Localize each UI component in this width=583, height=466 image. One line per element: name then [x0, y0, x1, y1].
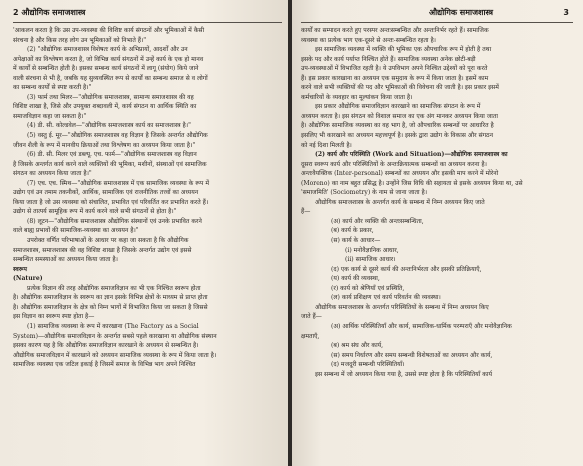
text-line: उप-व्यवस्थाओं में विभाजित रहती है। ये उपविभाग अपने निश्चित उद्देश्यों को पूरा करते [301, 65, 488, 73]
text-line: (1) सामाजिक व्यवस्था के रूप में कारखाना (The Factory as a Social [27, 322, 199, 330]
text-line: दूसरा स्वरूप कार्य और परिस्थितियों के अन्तःक्रियात्मक सम्बन्धों का अध्ययन करना है। [301, 160, 487, 168]
text-line: कर्मचारियों के व्यवहार का मूल्यांकन किया जाता है। [301, 93, 413, 101]
page-number: 3 [563, 8, 569, 17]
text-line: उद्योग से तात्पर्य सामूहिक रूप में कार्य करने वाले सभी संगठनों से होता है।" [13, 208, 177, 216]
text-line: संरचना है और किस तरह लोग उन भूमिकाओं को निभाते हैं।" [13, 36, 147, 44]
list-item: (i) मनोवैज्ञानिक आधार, [345, 246, 399, 254]
text-line: इस विज्ञान का स्वरूप स्पष्ट होता है— [13, 313, 95, 321]
text-line: उपरोक्त वर्णित परिभाषाओं के आधार पर कहा जा सकता है कि औद्योगिक [27, 237, 189, 245]
list-item: (अ) आर्थिक परिस्थितियाँ और कार्य, सामाजिक-धार्मिक परम्पराएँ और मनोवैज्ञानिक [331, 322, 512, 330]
list-item: (ब) कार्य के प्रकार, [331, 227, 374, 235]
right-page [292, 0, 583, 466]
header-rule [13, 22, 282, 23]
text-line: विशिष्ट शाखा है, जिसे और उपयुक्त शब्दावली में, कार्य संगठन या आर्थिक स्थिति का [13, 103, 197, 111]
text-line: (6) डी. सी. मिलर एवं डब्ल्यू. एच. फार्म—"औद्योगिक समाजशास्त्र वह विज्ञान [27, 151, 197, 159]
text-line: का सम्बन्ध कार्यों से स्पष्ट करती है।" [13, 84, 92, 92]
list-item: (स) कार्य के आधार— [331, 237, 381, 245]
text-line: इस प्रकार औद्योगिक समाजविज्ञान कारखाने का सामाजिक संगठन के रूप में [315, 103, 481, 111]
right-page-body [301, 26, 573, 379]
running-head: औद्योगिक समाजशास्त्र [21, 8, 86, 17]
text-line: औद्योगिक समाजविज्ञान में कारखाने को अध्ययन सामाजिक व्यवस्था के रूप में किया जाता है। [13, 351, 217, 359]
text-line: वाले बाह्य प्रभावों की सामाजिक-व्यवस्था का अध्ययन है।" [13, 227, 139, 235]
text-line: को नई दिशा मिलती है। [301, 141, 352, 149]
text-line: (8) लूटन—"औद्योगिक समाजशास्त्र औद्योगिक संस्थानों एवं उनके प्रभावित करने [27, 217, 202, 225]
list-item: (द) एक कार्य से दूसरे कार्य की अन्तःनिर्भरता और इसकी प्रतिक्रियाएँ, [331, 265, 482, 273]
left-page-header [13, 8, 85, 18]
text-line: सम्बन्धित समस्याओं का अध्ययन किया जाता है। [13, 256, 118, 264]
text-line: इसका कारण यह है कि औद्योगिक समाजविज्ञान कारखाने के अध्ययन से सम्बन्धित है। [13, 342, 199, 350]
text-line: अपेक्षाओं का विश्लेषण करता है, जो विभिन्न कार्य संगठनों में उन्हें कार्य के एक हो मानव [13, 55, 204, 63]
text-line: अन्तःवैयक्तिक (Inter-personal) सम्बन्धों का अध्ययन और इसकी माप करने में मोरेनो [301, 170, 499, 178]
list-item: (द) मजदूरी सम्बन्धी परिस्थितियाँ। [331, 361, 405, 369]
text-line: (Moreno) का नाम बहुत प्रसिद्ध है। उन्होंने जिस विधि की सहायता से इसके अध्ययन किया था, उसे [301, 179, 523, 187]
text-line: (5) वस्तु ई. मूर—"औद्योगिक समाजशास्त्र वह विज्ञान है जिसके अन्तर्गत औद्योगिक [27, 132, 208, 140]
text-line: है। औद्योगिक समाजविज्ञान के क्षेत्र को निम्न भागों में विभाजित किया जा सकता है जिससे [13, 303, 208, 311]
text-line: उद्योग एवं उन तमाम तकनीकों, आर्थिक, सामाजिक एवं राजनीतिक तत्त्वों का अध्ययन [13, 189, 199, 197]
text-line: जीवन शैली के रूप में मानवीय क्रियाओं तथा विश्लेषण का अध्ययन किया जाता है।" [13, 141, 196, 149]
text-line: (7) एच. एच. स्मिथ—"औद्योगिक समाजशास्त्र में एक सामाजिक व्यवस्था के रूप में [27, 179, 209, 187]
text-line: औद्योगिक समाजशास्त्र के अन्तर्गत परिस्थितियों के सम्बन्ध में निम्न अध्ययन किए [315, 303, 489, 311]
section-heading: स्वरूप [13, 265, 27, 273]
list-item: (अ) कार्य और व्यक्ति की अन्तःसम्बन्धिता, [331, 217, 424, 225]
text-line: इसलिए भी कारखाने का अध्ययन महत्त्वपूर्ण है। इसके द्वारा उद्योग के विकास और संगठन [301, 132, 493, 140]
text-line: व्यवस्था का प्रत्येक भाग एक-दूसरे से अन्तः-सम्बन्धित रहता है। [301, 36, 436, 44]
list-item: (ब) श्रम संघ और कार्य, [331, 342, 384, 350]
text-line: करने वाले सभी व्यक्तियों की पद और भूमिकाओं की विवेचना की जाती है। इस प्रकार इसमें [301, 84, 499, 92]
running-head: औद्योगिक समाजशास्त्र [429, 8, 494, 17]
text-line: है। औद्योगिक समाजविज्ञान के स्वरूप का ज्ञान इसके विभिन्न क्षेत्रों के माध्यम से प्राप्त होता [13, 294, 208, 302]
text-line: समाजविज्ञान कहा जा सकता है।" [13, 112, 87, 120]
text-line: (2) "औद्योगिक समाजशास्त्र विशेषतः कार्य के अभिप्रायों, आदर्शों और उन [27, 46, 188, 54]
text-line: System)—औद्योगिक समाजविज्ञान के अन्तर्गत सबसे पहले कारखाना या औद्योगिक संस्थान [13, 332, 217, 340]
text-line: हैं— [301, 208, 311, 216]
text-line: 'समाजमिति' (Sociometry) के नाम से जाना जाता है। [301, 189, 428, 197]
text-line: जाते हैं— [301, 313, 322, 321]
text-line: इसके पद और कार्य पर्याप्त निश्चित होते हैं। सामाजिक व्यवस्था अनेक छोटी-बड़ी [301, 55, 476, 63]
list-item: (ल) कार्य प्रशिक्षण एवं कार्य परिवर्तन की व्यवस्था। [331, 294, 441, 302]
list-item: (स) समय निर्धारण और समय सम्बन्धी विशेषताओं का अध्ययन और कार्य, [331, 351, 493, 359]
header-rule [301, 22, 573, 23]
text-line: अध्ययन करता है। इस संगठन को विशाल समाज का एक अंग मानकर अध्ययन किया जाता [301, 112, 498, 120]
text-line: इस सामाजिक व्यवस्था में व्यक्ति की भूमिका एक औपचारिक रूप में होती है तथा [315, 46, 492, 54]
list-item: (ii) सामाजिक आधार। [345, 256, 396, 264]
text-line: किया जाता है जो उस व्यवस्था को संचालित, प्रभावित एवं परिवर्तित कर प्रभावित करते हैं। [13, 198, 209, 206]
text-line: (3) फार्म तथा मिलर—"औद्योगिक समाजशास्त्र, सामान्य समाजशास्त्र की वह [27, 93, 194, 101]
text-line: औद्योगिक समाजशास्त्र के अन्तर्गत कार्य के सम्बन्ध में निम्न अध्ययन किए जाते [315, 198, 485, 206]
text-line: है जिसके अन्तर्गत कार्य करने वाले व्यक्तियों की भूमिका, मशीनों, संस्थाओं एवं सामाजिक [13, 160, 207, 168]
text-line: क्षमताएँ, [301, 332, 320, 340]
list-item: (य) कार्य की व्यवस्था, [331, 275, 380, 283]
text-line: सामाजिक व्यवस्था एक जटिल इकाई है जिसमें समाज के विभिन्न भाग अपने निश्चित [13, 361, 196, 369]
text-line: 'आकलन करता है कि उस उप-व्यवस्था की विशिष्ट कार्य संगठनों और भूमिकाओं में कैसी [13, 27, 205, 34]
page-number: 2 [13, 8, 19, 17]
text-line: में कार्यों से सम्बन्धित होती है। इसका सम्बन्ध कार्य संगठनों में लागू (संयोग) किये जाने [13, 65, 199, 73]
text-line: है। औद्योगिक सामाजिक व्यवस्था का वह भाग है, जो औपचारिक सम्बन्धों पर आधारित है [301, 122, 494, 130]
text-line: कार्यों का सम्पादन करते हुए परस्पर अन्तःसम्बन्धित और अन्तःनिर्भर रहते हैं। सामाजिक [301, 27, 489, 34]
text-line: समाजशास्त्र, समाजशास्त्र की वह विशिष्ट शाखा है जिसके अन्तर्गत उद्योग एवं इससे [13, 246, 192, 254]
text-line: इस सम्बन्ध में जो अध्ययन किया गया है, उससे स्पष्ट होता है कि परिस्थितियाँ कार्य [315, 370, 493, 378]
left-page-body [13, 26, 282, 370]
text-line: हैं। इस प्रकार कारखाना का अध्ययन एक समुदाय के रूप में किया जाता है। इसमें काम [301, 74, 489, 82]
text-line: संगठन का अध्ययन किया जाता है।" [13, 170, 92, 178]
left-page [0, 0, 288, 466]
text-line: (4) डी. सी. कोल्डवेल—"औद्योगिक समाजशास्त्र कार्य का समाजशास्त्र है।" [27, 122, 191, 130]
text-line: प्रत्येक विज्ञान की तरह औद्योगिक समाजविज्ञान का भी एक निश्चित स्वरूप होता [27, 284, 201, 292]
section-subheading: (Nature) [13, 275, 43, 283]
list-item: (र) कार्य को श्रेणियाँ एवं प्रस्थिति, [331, 284, 405, 292]
text-line: वाली संरचना से भी है, जबकि यह सुव्यवस्थित रूप से कार्यों का सम्बन्ध समाज से व लोगों [13, 74, 208, 82]
text-line: (2) कार्य और परिस्थिति (Work and Situation)—औद्योगिक समाजशास्त्र का [315, 151, 508, 159]
